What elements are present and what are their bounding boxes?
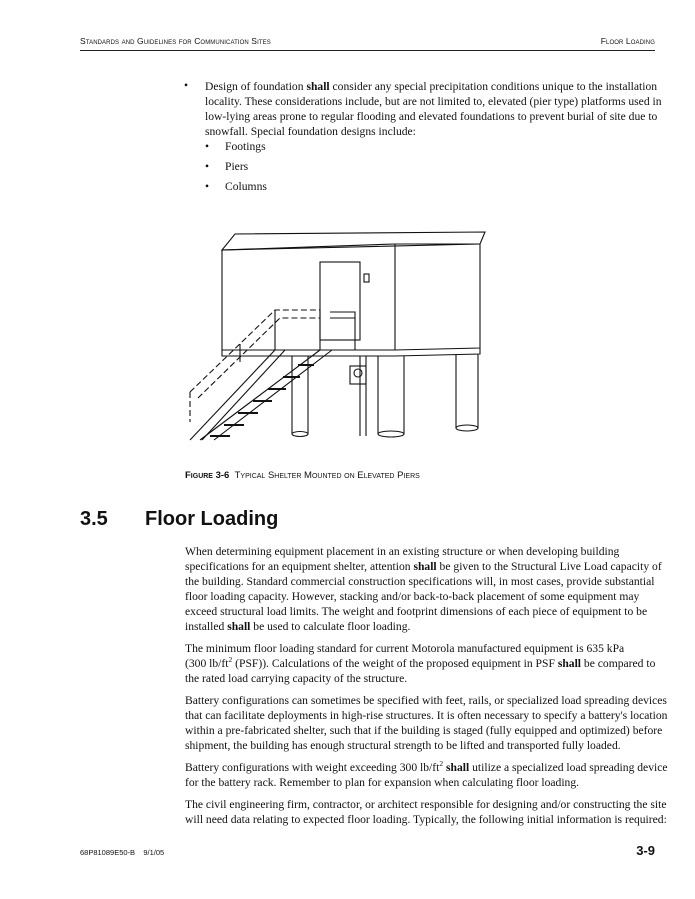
text-run: The civil engineering firm, contractor, or architect responsible for designing and/or constructing the site bbox=[185, 798, 667, 811]
text-line bbox=[185, 559, 668, 574]
text-line bbox=[185, 619, 668, 634]
figure-caption-text: Typical Shelter Mounted on Elevated Piers bbox=[234, 470, 420, 481]
footer-doc-id: 68P81089E50-B 9/1/05 bbox=[80, 848, 165, 857]
running-header-title: Standards and Guidelines for Communication Sites bbox=[80, 36, 271, 46]
paragraph bbox=[185, 760, 668, 790]
text-run: be given to the Structural Live Load capacity of bbox=[436, 560, 662, 573]
bold-term: shall bbox=[413, 560, 437, 573]
text-run: locality. These considerations include, but are not limited to, elevated (pier type) platforms used in bbox=[205, 95, 662, 108]
figure-caption bbox=[185, 470, 420, 481]
text-line bbox=[185, 775, 668, 790]
figure-label: Figure 3-6 bbox=[185, 470, 230, 481]
text-run: (300 lb/ft bbox=[185, 657, 229, 670]
text-run: snowfall. Special foundation designs include: bbox=[205, 125, 416, 138]
text-line bbox=[185, 738, 668, 753]
text-run: Battery configurations can sometimes be specified with feet, rails, or specialized load spreading devices bbox=[185, 694, 667, 707]
text-line bbox=[185, 641, 668, 656]
text-line bbox=[185, 544, 668, 559]
text-run: that can facilitate deployments in high-rise structures. It is often necessary to specify a battery's location bbox=[185, 709, 668, 722]
text-line bbox=[205, 79, 662, 94]
text-line bbox=[185, 604, 668, 619]
text-run: Battery configurations with weight exceeding 300 lb/ft bbox=[185, 761, 440, 774]
text-line bbox=[185, 656, 668, 671]
section-body bbox=[185, 544, 668, 834]
paragraph bbox=[185, 641, 668, 686]
text-line bbox=[185, 693, 668, 708]
text-run: will need data relating to expected floor loading. Typically, the following initial information is required: bbox=[185, 813, 667, 826]
text-line bbox=[205, 124, 662, 139]
text-run: be used to calculate floor loading. bbox=[250, 620, 411, 633]
text-line bbox=[205, 109, 662, 124]
text-run: utilize a specialized load spreading device bbox=[469, 761, 668, 774]
text-run: Design of foundation bbox=[205, 80, 307, 93]
text-line bbox=[205, 94, 662, 109]
sub-bullet: • bbox=[205, 180, 210, 193]
text-line bbox=[185, 760, 668, 775]
bold-term: shall bbox=[557, 657, 582, 670]
section-number: 3.5 bbox=[80, 508, 108, 530]
superscript: 2 bbox=[439, 759, 444, 769]
paragraph bbox=[185, 797, 668, 827]
shelter-figure bbox=[180, 222, 500, 447]
text-run: be compared to bbox=[581, 657, 656, 670]
text-line bbox=[185, 812, 668, 827]
text-run: for the battery rack. Remember to plan for expansion when calculating floor loading. bbox=[185, 776, 580, 789]
sub-bullet: • bbox=[205, 140, 210, 153]
bold-term: shall bbox=[227, 620, 251, 633]
text-run: The minimum floor loading standard for current Motorola manufactured equipment is 635 kPa bbox=[185, 642, 625, 655]
text-run: When determining equipment placement in an existing structure or when developing building bbox=[185, 545, 620, 558]
text-run: exceed structural load limits. The weight and footprint dimensions of each piece of equipment to be bbox=[185, 605, 648, 618]
paragraph bbox=[185, 544, 668, 634]
text-run: (PSF)). Calculations of the weight of the proposed equipment in PSF bbox=[232, 657, 558, 670]
header-rule bbox=[80, 50, 655, 51]
superscript: 2 bbox=[228, 655, 233, 665]
sub-bullet-text: Footings bbox=[225, 140, 266, 153]
text-line bbox=[185, 797, 668, 812]
intro-bullet-text bbox=[205, 79, 662, 139]
section-title: Floor Loading bbox=[145, 508, 279, 530]
text-run: specifications for an equipment shelter, attention bbox=[185, 560, 414, 573]
text-line bbox=[185, 708, 668, 723]
page-number: 3-9 bbox=[636, 843, 655, 858]
sub-bullet-text: Columns bbox=[225, 180, 267, 193]
bullet: • bbox=[184, 79, 189, 92]
paragraph bbox=[185, 693, 668, 753]
text-line bbox=[185, 589, 668, 604]
text-run: consider any special precipitation conditions unique to the installation bbox=[329, 80, 658, 93]
text-run: low-lying areas prone to regular flooding and elevated foundations to prevent burial of site due to bbox=[205, 110, 658, 123]
text-line bbox=[185, 671, 668, 686]
text-run: the building. Standard commercial construction specifications will, in most cases, provide substantial bbox=[185, 575, 655, 588]
bold-term: shall bbox=[446, 761, 470, 774]
text-run: shipment, the building has enough structural strength to be lifted and transported fully loaded. bbox=[185, 739, 621, 752]
bold-term: shall bbox=[306, 80, 330, 93]
running-header-section: Floor Loading bbox=[600, 36, 655, 46]
sub-bullet: • bbox=[205, 160, 210, 173]
text-run: the rated load carrying capacity of the structure. bbox=[185, 672, 408, 685]
text-run: floor loading capacity. However, stacking and/or back-to-back placement of some equipment may bbox=[185, 590, 640, 603]
text-line bbox=[185, 723, 668, 738]
sub-bullet-text: Piers bbox=[225, 160, 249, 173]
text-run: within a pre-fabricated shelter, such that if the building is staged (fully equipped and optimized) before bbox=[185, 724, 663, 737]
text-line bbox=[185, 574, 668, 589]
text-run: installed bbox=[185, 620, 228, 633]
